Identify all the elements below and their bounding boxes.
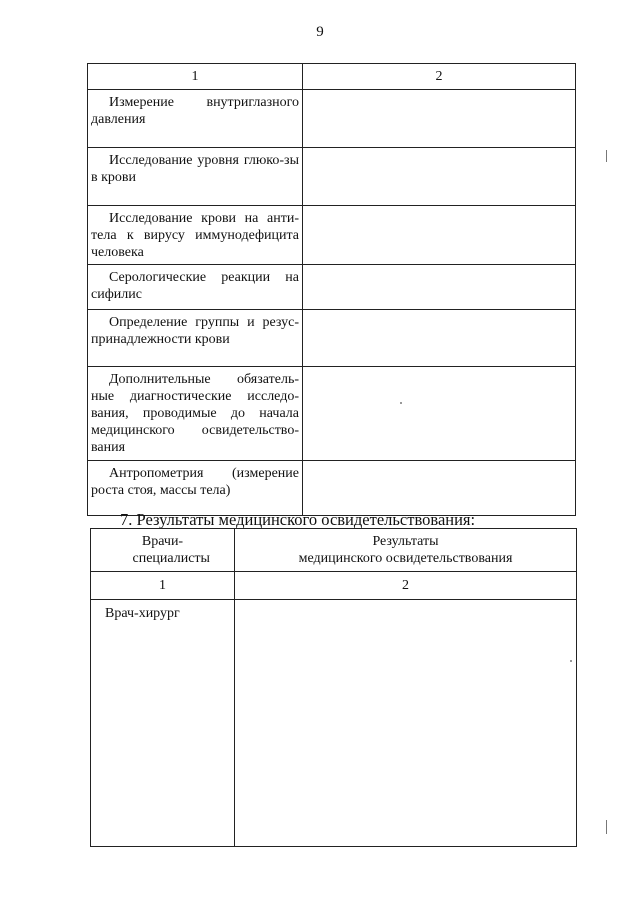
result-cell — [303, 206, 576, 265]
column-numbers-row — [91, 572, 577, 600]
column-number-1: 1 — [88, 64, 303, 90]
section-heading: 7. Результаты медицинского освидетельствования: — [120, 510, 476, 529]
table-row — [88, 90, 576, 148]
row-label: Дополнительные обязатель-ные диагностические исследо-вания, проводимые до начала медицинского освидетельство-вания — [88, 367, 303, 461]
table-row — [91, 600, 577, 847]
page-number: 9 — [316, 24, 324, 40]
specialists-header-label: Врачи-специалисты — [132, 534, 210, 566]
row-label: Определение группы и резус-принадлежности крови — [88, 310, 303, 367]
table-row — [88, 265, 576, 310]
table-row — [88, 310, 576, 367]
row-label: Исследование крови на анти-тела к вирусу иммунодефицита человека — [88, 206, 303, 265]
results-header-line2: медицинского освидетельствования — [298, 551, 513, 566]
column-number-2: 2 — [303, 64, 576, 90]
result-cell — [303, 90, 576, 148]
column-number-1: 1 — [91, 572, 235, 600]
table-header-row — [91, 529, 577, 572]
result-cell — [303, 148, 576, 206]
row-label: Антропометрия (измерение роста стоя, массы тела) — [88, 461, 303, 516]
results-header-line1: Результаты — [372, 534, 439, 549]
result-cell — [303, 265, 576, 310]
result-cell — [235, 600, 577, 847]
table-row — [88, 206, 576, 265]
column-number-2: 2 — [235, 572, 577, 600]
result-cell — [303, 310, 576, 367]
table-header-row — [88, 64, 576, 90]
row-label: Серологические реакции на сифилис — [88, 265, 303, 310]
table-row — [88, 367, 576, 461]
scan-speck — [400, 402, 402, 404]
result-cell — [303, 367, 576, 461]
table-row — [88, 461, 576, 516]
specialist-name: Врач-хирург — [91, 600, 235, 847]
scan-margin-line — [606, 150, 607, 162]
scan-speck — [570, 660, 572, 662]
result-cell — [303, 461, 576, 516]
scan-margin-line — [606, 820, 607, 834]
examination-results-table — [90, 528, 577, 847]
specialists-header — [91, 529, 235, 572]
row-label: Измерение внутриглазного давления — [88, 90, 303, 148]
diagnostics-table — [87, 63, 576, 516]
table-row — [88, 148, 576, 206]
row-label: Исследование уровня глюко-зы в крови — [88, 148, 303, 206]
results-header — [235, 529, 577, 572]
